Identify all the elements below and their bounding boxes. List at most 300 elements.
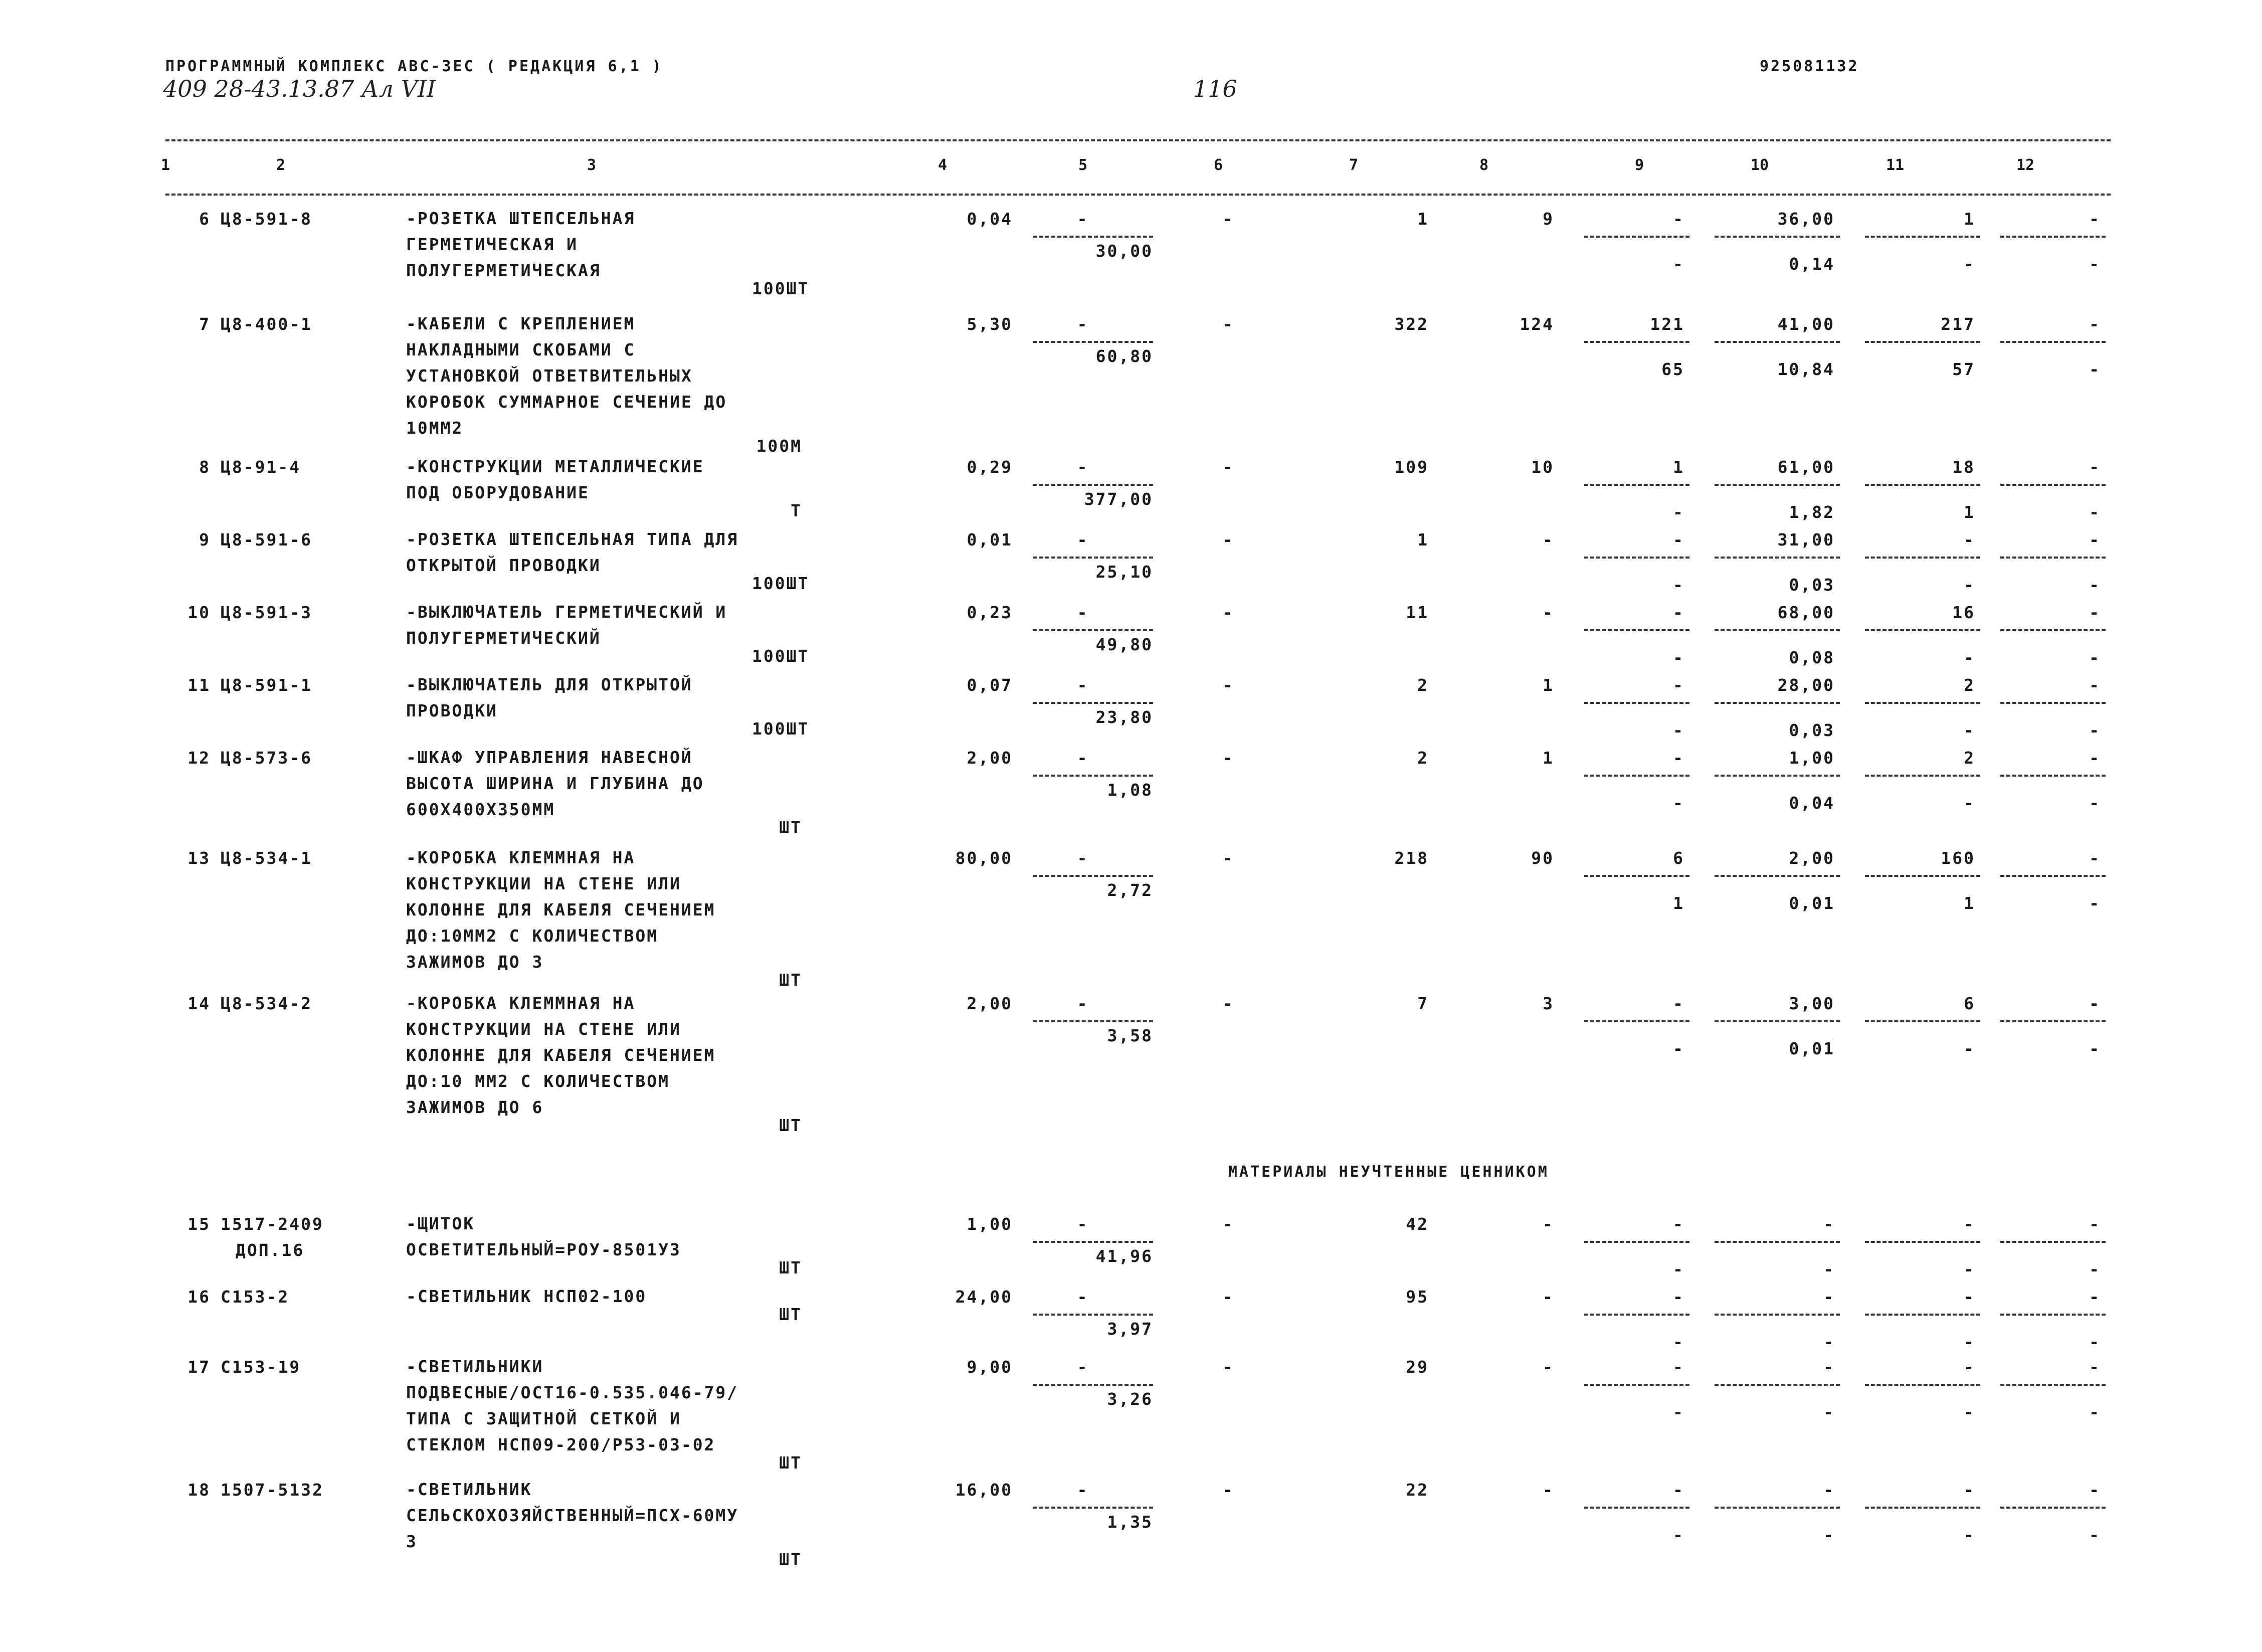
col9-divider [1584,1314,1689,1316]
col9-bottom: - [1673,1525,1684,1545]
column-header-10: 10 [1750,156,1769,174]
col6: - [1222,994,1234,1013]
col8: 1 [1543,675,1554,695]
unit-of-measure: ШТ [779,1258,802,1277]
quantity: 5,30 [967,314,1013,334]
col12-top: - [2089,457,2101,477]
unit-cost: 3,26 [1107,1389,1153,1409]
col9-bottom: - [1673,793,1684,813]
col10-bottom: - [1823,1402,1835,1422]
col6: - [1222,675,1234,695]
col11-top: 2 [1964,748,1975,768]
col8: - [1543,603,1554,622]
col5-top: - [1077,603,1089,622]
col12-bottom: - [2089,1402,2101,1422]
unit-cost: 60,80 [1095,346,1153,366]
total-cost: 218 [1394,848,1429,868]
col11-bottom: 1 [1964,502,1975,522]
col11-top: - [1964,530,1975,549]
col10-bottom: - [1823,1259,1835,1279]
col9-bottom: - [1673,254,1684,274]
col11-bottom: - [1964,793,1975,813]
total-cost: 2 [1417,675,1429,695]
col9-divider [1584,1241,1689,1243]
total-cost: 42 [1406,1214,1429,1234]
row-number: 16 [187,1287,211,1307]
col12-top: - [2089,748,2101,768]
column-header-6: 6 [1213,156,1223,174]
price-code: Ц8-400-1 [221,314,312,334]
unit-of-measure: 100ШТ [752,279,810,298]
col9-divider [1584,341,1689,343]
col9-divider [1584,1507,1689,1509]
unit-of-measure: ШТ [779,970,802,990]
col9-top: - [1673,530,1684,549]
col12-bottom: - [2089,254,2101,274]
program-header: ПРОГРАММНЫЙ КОМПЛЕКС АВС-3ЕС ( РЕДАКЦИЯ 6,1 ) [165,58,663,75]
col11-bottom: - [1964,1039,1975,1058]
col11-divider [1865,875,1980,877]
unit-cost: 1,08 [1107,780,1153,800]
col8: - [1543,1357,1554,1377]
col10-top: 28,00 [1777,675,1835,695]
col10-divider [1715,1020,1840,1022]
row-number: 9 [199,530,211,549]
work-description: -КАБЕЛИ С КРЕПЛЕНИЕМ НАКЛАДНЫМИ СКОБАМИ С УСТАНОВКОЙ ОТВЕТВИТЕЛЬНЫХ КОРОБОК СУММАРНОЕ СЕЧЕНИЕ ДО 10ММ2 [406,314,727,438]
row-number: 8 [199,457,211,477]
row-number: 13 [187,848,211,868]
col9-top: 1 [1673,457,1684,477]
col12-bottom: - [2089,893,2101,913]
col6: - [1222,1357,1234,1377]
col8: 3 [1543,994,1554,1013]
col11-bottom: - [1964,648,1975,667]
col10-bottom: 0,04 [1789,793,1835,813]
col10-divider [1715,236,1840,238]
work-description: -КОРОБКА КЛЕММНАЯ НА КОНСТРУКЦИИ НА СТЕНЕ ИЛИ КОЛОННЕ ДЛЯ КАБЕЛЯ СЕЧЕНИЕМ ДО:10 ММ2 С КОЛИЧЕСТВОМ ЗАЖИМОВ ДО 6 [406,993,716,1117]
col8: 1 [1543,748,1554,768]
col6: - [1222,314,1234,334]
price-code: Ц8-591-3 [221,603,312,622]
quantity: 2,00 [967,748,1013,768]
col12-bottom: - [2089,1332,2101,1352]
col10-divider [1715,1314,1840,1316]
col9-divider [1584,702,1689,704]
col11-divider [1865,1020,1980,1022]
col10-divider [1715,1507,1840,1509]
col10-bottom: 0,14 [1789,254,1835,274]
col5-top: - [1077,1287,1089,1307]
col12-divider [2000,341,2106,343]
col8: - [1543,1287,1554,1307]
col12-bottom: - [2089,502,2101,522]
column-header-5: 5 [1078,156,1088,174]
col8: 90 [1531,848,1554,868]
col9-bottom: 1 [1673,893,1684,913]
unit-of-measure: ШТ [779,818,802,837]
col10-divider [1715,341,1840,343]
price-code: Ц8-534-1 [221,848,312,868]
col5-top: - [1077,1214,1089,1234]
unit-cost: 23,80 [1095,707,1153,727]
col9-divider [1584,875,1689,877]
quantity: 0,29 [967,457,1013,477]
quantity: 2,00 [967,994,1013,1013]
col10-bottom: 0,01 [1789,1039,1835,1058]
col9-divider [1584,1384,1689,1386]
price-code: С153-19 [221,1357,301,1377]
col12-top: - [2089,848,2101,868]
col11-top: 6 [1964,994,1975,1013]
col12-divider [2000,484,2106,486]
col9-top: - [1673,209,1684,229]
col10-divider [1715,702,1840,704]
quantity: 16,00 [955,1480,1013,1500]
quantity: 9,00 [967,1357,1013,1377]
column-header-11: 11 [1886,156,1905,174]
col10-top: 36,00 [1777,209,1835,229]
col5-top: - [1077,314,1089,334]
col12-bottom: - [2089,1259,2101,1279]
col10-top: - [1823,1287,1835,1307]
col12-divider [2000,236,2106,238]
column-header-8: 8 [1479,156,1489,174]
col12-top: - [2089,1287,2101,1307]
unit-cost: 377,00 [1084,489,1153,509]
col11-top: 16 [1952,603,1975,622]
col9-bottom: - [1673,502,1684,522]
col12-top: - [2089,209,2101,229]
row-number: 12 [187,748,211,768]
col12-bottom: - [2089,648,2101,667]
col5-top: - [1077,675,1089,695]
col10-divider [1715,1384,1840,1386]
col11-bottom: - [1964,1525,1975,1545]
col10-top: 61,00 [1777,457,1835,477]
col5-top: - [1077,457,1089,477]
quantity: 0,23 [967,603,1013,622]
unit-of-measure: ШТ [779,1116,802,1135]
col9-top: - [1673,1357,1684,1377]
price-code: Ц8-591-6 [221,530,312,549]
handwritten-reference: 409 28-43.13.87 Ал VII [163,75,436,102]
col9-bottom: - [1673,648,1684,667]
col8: - [1543,530,1554,549]
col10-top: 68,00 [1777,603,1835,622]
unit-cost: 3,58 [1107,1026,1153,1045]
unit-of-measure: 100ШТ [752,574,810,593]
col10-bottom: 0,01 [1789,893,1835,913]
quantity: 0,07 [967,675,1013,695]
work-description: -РОЗЕТКА ШТЕПСЕЛЬНАЯ ГЕРМЕТИЧЕСКАЯ И ПОЛУГЕРМЕТИЧЕСКАЯ [406,209,636,280]
col5-top: - [1077,994,1089,1013]
col12-top: - [2089,675,2101,695]
unit-of-measure: 100М [756,436,802,456]
col11-divider [1865,484,1980,486]
col9-divider [1584,629,1689,631]
column-header-1: 1 [160,156,170,174]
col11-divider [1865,775,1980,777]
unit-cost: 2,72 [1107,880,1153,900]
col11-top: 18 [1952,457,1975,477]
total-cost: 29 [1406,1357,1429,1377]
col12-top: - [2089,603,2101,622]
total-cost: 2 [1417,748,1429,768]
price-code: 1507-5132 [221,1480,324,1500]
col11-top: 2 [1964,675,1975,695]
col9-top: - [1673,994,1684,1013]
col10-top: - [1823,1214,1835,1234]
quantity: 80,00 [955,848,1013,868]
col11-bottom: - [1964,1402,1975,1422]
row-number: 7 [199,314,211,334]
total-cost: 11 [1406,603,1429,622]
table-header-rule [165,194,2111,196]
work-description: -ЩИТОК ОСВЕТИТЕЛЬНЫЙ=РОУ-8501У3 [406,1214,681,1259]
col10-top: 2,00 [1789,848,1835,868]
col11-bottom: - [1964,1332,1975,1352]
work-description: -КОНСТРУКЦИИ МЕТАЛЛИЧЕСКИЕ ПОД ОБОРУДОВАНИЕ [406,457,704,502]
col11-bottom: - [1964,575,1975,595]
work-description: -РОЗЕТКА ШТЕПСЕЛЬНАЯ ТИПА ДЛЯ ОТКРЫТОЙ ПРОВОДКИ [406,529,739,575]
work-description: -ШКАФ УПРАВЛЕНИЯ НАВЕСНОЙ ВЫСОТА ШИРИНА И ГЛУБИНА ДО 600Х400Х350ММ [406,748,704,819]
row-number: 14 [187,994,211,1013]
work-description: -СВЕТИЛЬНИК НСП02-100 [406,1287,647,1306]
col12-divider [2000,1241,2106,1243]
col11-top: - [1964,1357,1975,1377]
col11-divider [1865,629,1980,631]
col11-divider [1865,702,1980,704]
price-code: 1517-2409 [221,1214,324,1234]
section-title: МАТЕРИАЛЫ НЕУЧТЕННЫЕ ЦЕННИКОМ [1228,1163,1549,1181]
col12-divider [2000,775,2106,777]
total-cost: 322 [1394,314,1429,334]
col12-divider [2000,702,2106,704]
price-code-extra: ДОП.16 [236,1240,305,1260]
col12-top: - [2089,1357,2101,1377]
handwritten-page-number: 116 [1193,75,1237,102]
col6: - [1222,1480,1234,1500]
col9-top: - [1673,603,1684,622]
col12-bottom: - [2089,359,2101,379]
column-header-12: 12 [2016,156,2035,174]
col8: - [1543,1480,1554,1500]
col8: 10 [1531,457,1554,477]
col9-divider [1584,775,1689,777]
col10-top: 3,00 [1789,994,1835,1013]
col10-divider [1715,1241,1840,1243]
col9-bottom: - [1673,1402,1684,1422]
col11-divider [1865,1314,1980,1316]
document-code: 925081132 [1760,58,1859,75]
col9-top: 6 [1673,848,1684,868]
col9-bottom: - [1673,1039,1684,1058]
col11-top: - [1964,1287,1975,1307]
col12-bottom: - [2089,1039,2101,1058]
col10-top: 41,00 [1777,314,1835,334]
col11-divider [1865,1507,1980,1509]
col9-bottom: - [1673,720,1684,740]
col5-top: - [1077,1480,1089,1500]
col11-top: - [1964,1480,1975,1500]
price-code: Ц8-534-2 [221,994,312,1013]
col8: 124 [1520,314,1554,334]
column-header-9: 9 [1634,156,1644,174]
col5-top: - [1077,209,1089,229]
quantity: 0,04 [967,209,1013,229]
row-number: 6 [199,209,211,229]
unit-of-measure: 100ШТ [752,646,810,666]
total-cost: 1 [1417,209,1429,229]
col12-bottom: - [2089,720,2101,740]
col10-bottom: - [1823,1332,1835,1352]
col10-top: - [1823,1480,1835,1500]
quantity: 1,00 [967,1214,1013,1234]
col11-bottom: 1 [1964,893,1975,913]
col8: - [1543,1214,1554,1234]
price-code: Ц8-91-4 [221,457,301,477]
col9-bottom: - [1673,575,1684,595]
col12-top: - [2089,314,2101,334]
quantity: 24,00 [955,1287,1013,1307]
col12-bottom: - [2089,1525,2101,1545]
col10-divider [1715,484,1840,486]
total-cost: 109 [1394,457,1429,477]
col12-divider [2000,1314,2106,1316]
unit-cost: 49,80 [1095,635,1153,654]
col12-top: - [2089,530,2101,549]
col11-divider [1865,1384,1980,1386]
col11-divider [1865,557,1980,559]
col12-top: - [2089,994,2101,1013]
price-code: С153-2 [221,1287,290,1307]
col11-divider [1865,236,1980,238]
unit-cost: 41,96 [1095,1246,1153,1266]
col12-divider [2000,1507,2106,1509]
total-cost: 1 [1417,530,1429,549]
total-cost: 22 [1406,1480,1429,1500]
col10-bottom: 0,08 [1789,648,1835,667]
unit-cost: 3,97 [1107,1319,1153,1339]
col10-top: 1,00 [1789,748,1835,768]
col11-divider [1865,1241,1980,1243]
col11-top: 160 [1941,848,1975,868]
price-code: Ц8-591-1 [221,675,312,695]
col11-top: 217 [1941,314,1975,334]
work-description: -СВЕТИЛЬНИК СЕЛЬСКОХОЗЯЙСТВЕННЫЙ=ПСХ-60МУ 3 [406,1480,739,1551]
col9-bottom: - [1673,1332,1684,1352]
unit-of-measure: 100ШТ [752,719,810,739]
col12-divider [2000,629,2106,631]
col9-divider [1584,557,1689,559]
unit-cost: 25,10 [1095,562,1153,582]
row-number: 15 [187,1214,211,1234]
unit-of-measure: ШТ [779,1550,802,1569]
col9-top: - [1673,748,1684,768]
work-description: -СВЕТИЛЬНИКИ ПОДВЕСНЫЕ/ОСТ16-0.535.046-79/ ТИПА С ЗАЩИТНОЙ СЕТКОЙ И СТЕКЛОМ НСП09-200/Р53-03-02 [406,1357,739,1454]
col10-bottom: 1,82 [1789,502,1835,522]
col10-divider [1715,875,1840,877]
col10-divider [1715,775,1840,777]
col5-top: - [1077,848,1089,868]
col6: - [1222,603,1234,622]
unit-cost: 1,35 [1107,1512,1153,1532]
col9-divider [1584,484,1689,486]
col12-divider [2000,1020,2106,1022]
col9-bottom: 65 [1661,359,1684,379]
work-description: -ВЫКЛЮЧАТЕЛЬ ГЕРМЕТИЧЕСКИЙ И ПОЛУГЕРМЕТИЧЕСКИЙ [406,602,727,648]
col6: - [1222,1287,1234,1307]
col10-divider [1715,557,1840,559]
col10-bottom: 10,84 [1777,359,1835,379]
col9-divider [1584,236,1689,238]
col12-top: - [2089,1480,2101,1500]
quantity: 0,01 [967,530,1013,549]
col9-divider [1584,1020,1689,1022]
col12-divider [2000,557,2106,559]
unit-of-measure: ШТ [779,1305,802,1324]
col6: - [1222,748,1234,768]
column-header-7: 7 [1349,156,1359,174]
column-header-3: 3 [587,156,597,174]
col11-divider [1865,341,1980,343]
price-code: Ц8-591-8 [221,209,312,229]
unit-of-measure: ШТ [779,1453,802,1473]
unit-of-measure: Т [791,501,802,520]
col12-top: - [2089,1214,2101,1234]
col10-bottom: - [1823,1525,1835,1545]
col10-top: 31,00 [1777,530,1835,549]
total-cost: 95 [1406,1287,1429,1307]
row-number: 18 [187,1480,211,1500]
col11-bottom: - [1964,720,1975,740]
col10-top: - [1823,1357,1835,1377]
col10-divider [1715,629,1840,631]
col9-top: - [1673,1287,1684,1307]
col8: 9 [1543,209,1554,229]
col6: - [1222,530,1234,549]
total-cost: 7 [1417,994,1429,1013]
table-top-rule [165,139,2111,141]
price-code: Ц8-573-6 [221,748,312,768]
col9-top: 121 [1650,314,1684,334]
col9-top: - [1673,1480,1684,1500]
row-number: 17 [187,1357,211,1377]
col10-bottom: 0,03 [1789,720,1835,740]
unit-cost: 30,00 [1095,241,1153,261]
col9-top: - [1673,675,1684,695]
col9-bottom: - [1673,1259,1684,1279]
col12-bottom: - [2089,793,2101,813]
col12-divider [2000,1384,2106,1386]
column-header-2: 2 [276,156,286,174]
row-number: 10 [187,603,211,622]
row-number: 11 [187,675,211,695]
col5-top: - [1077,530,1089,549]
col11-top: - [1964,1214,1975,1234]
col5-top: - [1077,1357,1089,1377]
col12-divider [2000,875,2106,877]
col9-top: - [1673,1214,1684,1234]
work-description: -ВЫКЛЮЧАТЕЛЬ ДЛЯ ОТКРЫТОЙ ПРОВОДКИ [406,675,693,720]
col6: - [1222,848,1234,868]
col11-bottom: - [1964,1259,1975,1279]
col10-bottom: 0,03 [1789,575,1835,595]
col6: - [1222,1214,1234,1234]
col11-top: 1 [1964,209,1975,229]
column-header-4: 4 [937,156,948,174]
col6: - [1222,457,1234,477]
